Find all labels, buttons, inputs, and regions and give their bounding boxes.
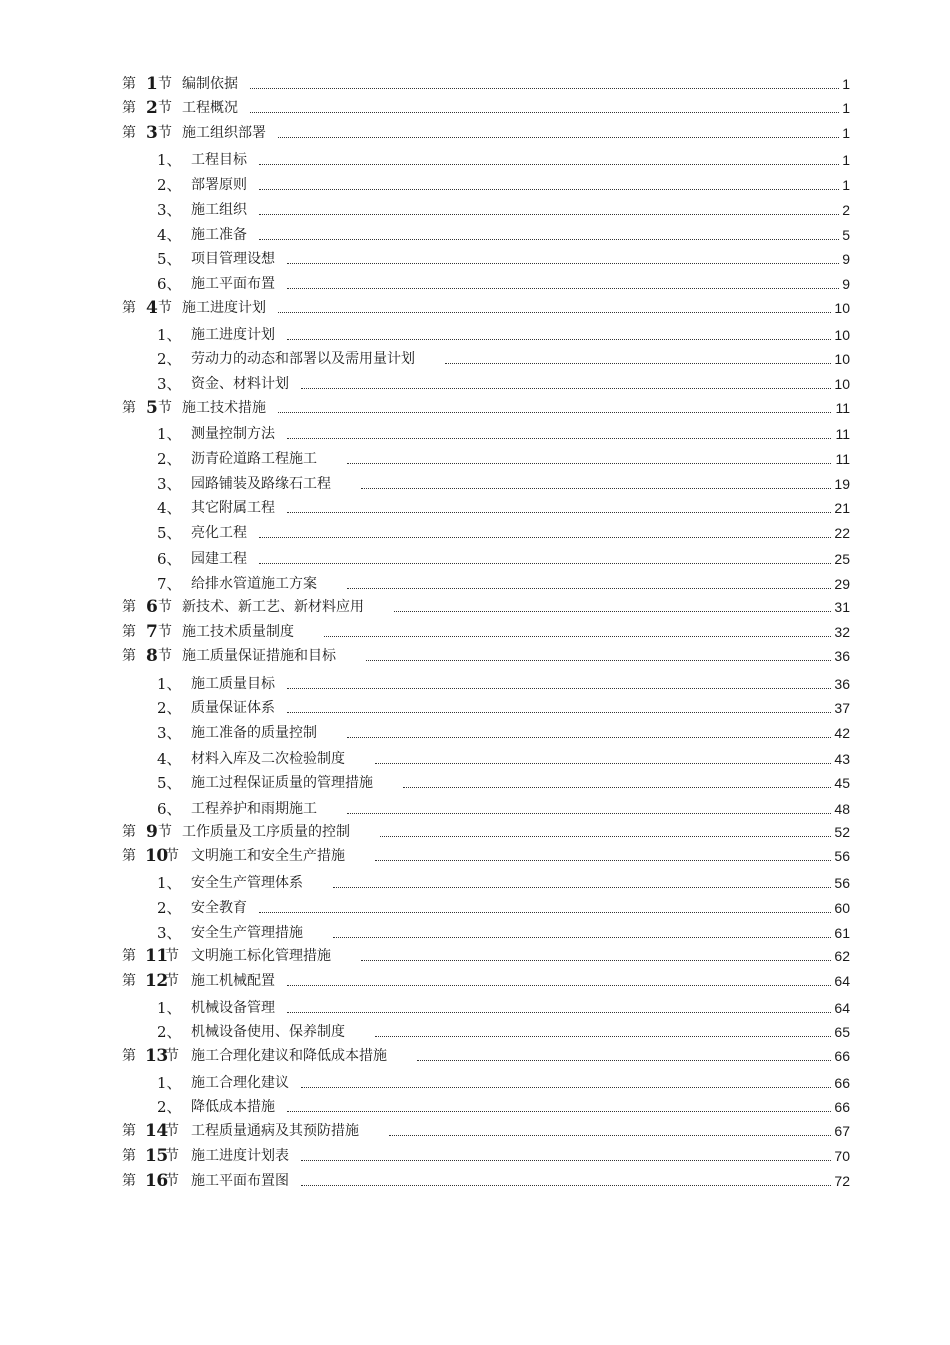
toc-item-row[interactable] (0, 224, 950, 246)
toc-item-row[interactable] (0, 423, 950, 445)
section-number: 16 (145, 1171, 168, 1191)
toc-entry-title: 施工组织 (191, 202, 247, 218)
page-number: 43 (834, 751, 850, 767)
page-number: 9 (842, 251, 850, 267)
leader-dots (403, 772, 831, 788)
toc-item-row[interactable] (0, 673, 950, 695)
toc-entry-title: 工程目标 (191, 152, 247, 168)
toc-section-row[interactable] (0, 845, 950, 867)
toc-item-row[interactable] (0, 248, 950, 270)
section-number: 2 (146, 98, 158, 118)
leader-dots (361, 473, 831, 489)
page-number: 19 (834, 476, 850, 492)
toc-item-row[interactable] (0, 1021, 950, 1043)
page-number: 10 (834, 376, 850, 392)
page-number: 66 (834, 1048, 850, 1064)
section-suffix: 节 (158, 624, 172, 640)
toc-entry-title: 园建工程 (191, 551, 247, 567)
item-number: 2、 (157, 899, 182, 917)
page-number: 31 (834, 599, 850, 615)
page-number: 10 (834, 300, 850, 316)
toc-item-row[interactable] (0, 573, 950, 595)
page-number: 62 (834, 948, 850, 964)
toc-item-row[interactable] (0, 722, 950, 744)
section-number: 1 (146, 74, 158, 94)
toc-item-row[interactable] (0, 149, 950, 171)
toc-entry-title: 安全生产管理措施 (191, 925, 303, 941)
page-number: 22 (834, 525, 850, 541)
leader-dots (278, 122, 839, 138)
toc-entry-title: 施工进度计划 (191, 327, 275, 343)
toc-item-row[interactable] (0, 348, 950, 370)
toc-item-row[interactable] (0, 473, 950, 495)
leader-dots (287, 497, 831, 513)
toc-item-row[interactable] (0, 1096, 950, 1118)
leader-dots (301, 1072, 831, 1088)
toc-item-row[interactable] (0, 1072, 950, 1094)
item-number: 1、 (157, 874, 182, 892)
item-number: 3、 (157, 375, 182, 393)
item-number: 1、 (157, 1074, 182, 1092)
toc-section-row[interactable] (0, 1170, 950, 1192)
section-number: 6 (146, 597, 158, 617)
toc-item-row[interactable] (0, 922, 950, 944)
leader-dots (287, 970, 831, 986)
page-number: 10 (834, 327, 850, 343)
section-number: 15 (145, 1146, 168, 1166)
toc-entry-title: 施工过程保证质量的管理措施 (191, 775, 373, 791)
item-number: 1、 (157, 675, 182, 693)
leader-dots (347, 798, 831, 814)
toc-section-row[interactable] (0, 73, 950, 95)
toc-entry-title: 其它附属工程 (191, 500, 275, 516)
toc-item-row[interactable] (0, 748, 950, 770)
section-prefix: 第 (122, 1148, 136, 1164)
section-suffix: 节 (165, 1048, 179, 1064)
toc-entry-title: 项目管理设想 (191, 251, 275, 267)
section-number: 14 (145, 1121, 168, 1141)
section-suffix: 节 (165, 973, 179, 989)
toc-section-row[interactable] (0, 1045, 950, 1067)
item-number: 6、 (157, 800, 182, 818)
toc-section-row[interactable] (0, 645, 950, 667)
leader-dots (259, 548, 831, 564)
toc-item-row[interactable] (0, 174, 950, 196)
item-number: 2、 (157, 699, 182, 717)
page-number: 32 (834, 624, 850, 640)
toc-entry-title: 施工机械配置 (191, 973, 275, 989)
page-number: 67 (834, 1123, 850, 1139)
leader-dots (375, 1021, 831, 1037)
section-prefix: 第 (122, 76, 136, 92)
toc-section-row[interactable] (0, 970, 950, 992)
page-number: 72 (834, 1173, 850, 1189)
toc-entry-title: 机械设备使用、保养制度 (191, 1024, 345, 1040)
page-number: 11 (835, 451, 850, 467)
section-number: 11 (145, 946, 168, 966)
toc-item-row[interactable] (0, 373, 950, 395)
section-suffix: 节 (158, 599, 172, 615)
item-number: 5、 (157, 524, 182, 542)
item-number: 2、 (157, 450, 182, 468)
toc-item-row[interactable] (0, 798, 950, 820)
toc-section-row[interactable] (0, 621, 950, 643)
page-number: 1 (842, 100, 850, 116)
toc-item-row[interactable] (0, 772, 950, 794)
toc-entry-title: 安全教育 (191, 900, 247, 916)
toc-entry-title: 资金、材料计划 (191, 376, 289, 392)
toc-entry-title: 文明施工标化管理措施 (191, 948, 331, 964)
section-prefix: 第 (122, 948, 136, 964)
page-number: 36 (834, 676, 850, 692)
section-suffix: 节 (165, 948, 179, 964)
toc-item-row[interactable] (0, 199, 950, 221)
toc-item-row[interactable] (0, 497, 950, 519)
page-number: 2 (842, 202, 850, 218)
leader-dots (394, 596, 831, 612)
toc-entry-title: 工程概况 (182, 100, 238, 116)
toc-section-row[interactable] (0, 297, 950, 319)
section-suffix: 节 (158, 400, 172, 416)
section-number: 7 (146, 622, 158, 642)
section-prefix: 第 (122, 1123, 136, 1139)
toc-entry-title: 机械设备管理 (191, 1000, 275, 1016)
toc-entry-title: 施工准备的质量控制 (191, 725, 317, 741)
page-number: 52 (834, 824, 850, 840)
section-suffix: 节 (158, 648, 172, 664)
page-number: 11 (835, 426, 850, 442)
toc-entry-title: 沥青砼道路工程施工 (191, 451, 317, 467)
page-number: 64 (834, 973, 850, 989)
leader-dots (333, 872, 831, 888)
item-number: 6、 (157, 550, 182, 568)
leader-dots (259, 174, 839, 190)
leader-dots (287, 1096, 831, 1112)
item-number: 5、 (157, 250, 182, 268)
leader-dots (278, 297, 831, 313)
toc-section-row[interactable] (0, 122, 950, 144)
leader-dots (259, 224, 839, 240)
toc-entry-title: 新技术、新工艺、新材料应用 (182, 599, 364, 615)
leader-dots (301, 373, 831, 389)
toc-item-row[interactable] (0, 897, 950, 919)
section-number: 3 (146, 123, 158, 143)
toc-section-row[interactable] (0, 1145, 950, 1167)
item-number: 1、 (157, 425, 182, 443)
leader-dots (347, 722, 831, 738)
page-number: 60 (834, 900, 850, 916)
toc-section-row[interactable] (0, 945, 950, 967)
toc-item-row[interactable] (0, 324, 950, 346)
section-prefix: 第 (122, 624, 136, 640)
item-number: 4、 (157, 499, 182, 517)
page-number: 65 (834, 1024, 850, 1040)
toc-entry-title: 工程质量通病及其预防措施 (191, 1123, 359, 1139)
item-number: 2、 (157, 350, 182, 368)
item-number: 3、 (157, 475, 182, 493)
leader-dots (301, 1145, 831, 1161)
page-number: 5 (842, 227, 850, 243)
page-number: 9 (842, 276, 850, 292)
section-number: 12 (145, 971, 168, 991)
leader-dots (259, 199, 839, 215)
toc-entry-title: 工程养护和雨期施工 (191, 801, 317, 817)
leader-dots (375, 748, 831, 764)
toc-entry-title: 施工技术措施 (182, 400, 266, 416)
page-number: 61 (834, 925, 850, 941)
page-number: 1 (842, 76, 850, 92)
item-number: 2、 (157, 1023, 182, 1041)
leader-dots (375, 845, 831, 861)
toc-entry-title: 文明施工和安全生产措施 (191, 848, 345, 864)
leader-dots (287, 324, 831, 340)
page-number: 42 (834, 725, 850, 741)
toc-entry-title: 施工进度计划表 (191, 1148, 289, 1164)
leader-dots (361, 945, 831, 961)
item-number: 3、 (157, 201, 182, 219)
leader-dots (380, 821, 831, 837)
item-number: 4、 (157, 750, 182, 768)
toc-entry-title: 给排水管道施工方案 (191, 576, 317, 592)
page-number: 1 (842, 125, 850, 141)
toc-section-row[interactable] (0, 97, 950, 119)
section-prefix: 第 (122, 648, 136, 664)
page-number: 45 (834, 775, 850, 791)
leader-dots (287, 248, 839, 264)
page-number: 70 (834, 1148, 850, 1164)
toc-entry-title: 施工合理化建议和降低成本措施 (191, 1048, 387, 1064)
section-suffix: 节 (165, 1173, 179, 1189)
toc-entry-title: 施工组织部署 (182, 125, 266, 141)
section-suffix: 节 (158, 300, 172, 316)
toc-section-row[interactable] (0, 1120, 950, 1142)
section-prefix: 第 (122, 125, 136, 141)
leader-dots (389, 1120, 831, 1136)
toc-section-row[interactable] (0, 821, 950, 843)
leader-dots (366, 645, 831, 661)
page-number: 11 (835, 400, 850, 416)
page-number: 56 (834, 848, 850, 864)
toc-item-row[interactable] (0, 697, 950, 719)
toc-item-row[interactable] (0, 522, 950, 544)
section-number: 9 (146, 822, 158, 842)
section-prefix: 第 (122, 824, 136, 840)
item-number: 1、 (157, 151, 182, 169)
item-number: 2、 (157, 1098, 182, 1116)
toc-entry-title: 施工平面布置图 (191, 1173, 289, 1189)
toc-entry-title: 亮化工程 (191, 525, 247, 541)
toc-entry-title: 施工质量保证措施和目标 (182, 648, 336, 664)
page-number: 10 (834, 351, 850, 367)
leader-dots (250, 97, 839, 113)
leader-dots (347, 573, 831, 589)
toc-entry-title: 施工平面布置 (191, 276, 275, 292)
page-number: 37 (834, 700, 850, 716)
item-number: 4、 (157, 226, 182, 244)
section-suffix: 节 (158, 125, 172, 141)
leader-dots (287, 273, 839, 289)
toc-entry-title: 编制依据 (182, 76, 238, 92)
section-suffix: 节 (165, 1123, 179, 1139)
section-number: 4 (146, 298, 158, 318)
section-prefix: 第 (122, 848, 136, 864)
section-prefix: 第 (122, 1173, 136, 1189)
page-number: 56 (834, 875, 850, 891)
section-suffix: 节 (158, 76, 172, 92)
leader-dots (445, 348, 831, 364)
section-prefix: 第 (122, 1048, 136, 1064)
item-number: 3、 (157, 724, 182, 742)
section-number: 5 (146, 398, 158, 418)
toc-entry-title: 施工合理化建议 (191, 1075, 289, 1091)
leader-dots (287, 423, 831, 439)
page-number: 66 (834, 1099, 850, 1115)
leader-dots (417, 1045, 831, 1061)
toc-entry-title: 工作质量及工序质量的控制 (182, 824, 350, 840)
toc-entry-title: 材料入库及二次检验制度 (191, 751, 345, 767)
leader-dots (278, 397, 831, 413)
page-number: 21 (834, 500, 850, 516)
page-number: 66 (834, 1075, 850, 1091)
page-number: 64 (834, 1000, 850, 1016)
item-number: 6、 (157, 275, 182, 293)
section-suffix: 节 (165, 848, 179, 864)
item-number: 1、 (157, 999, 182, 1017)
section-suffix: 节 (165, 1148, 179, 1164)
toc-entry-title: 安全生产管理体系 (191, 875, 303, 891)
toc-entry-title: 测量控制方法 (191, 426, 275, 442)
toc-entry-title: 部署原则 (191, 177, 247, 193)
leader-dots (324, 621, 831, 637)
section-number: 13 (145, 1046, 168, 1066)
page-number: 1 (842, 177, 850, 193)
toc-entry-title: 施工质量目标 (191, 676, 275, 692)
toc-entry-title: 施工准备 (191, 227, 247, 243)
item-number: 3、 (157, 924, 182, 942)
section-prefix: 第 (122, 599, 136, 615)
toc-entry-title: 降低成本措施 (191, 1099, 275, 1115)
section-prefix: 第 (122, 973, 136, 989)
toc-entry-title: 质量保证体系 (191, 700, 275, 716)
page-number: 25 (834, 551, 850, 567)
item-number: 5、 (157, 774, 182, 792)
toc-item-row[interactable] (0, 273, 950, 295)
toc-section-row[interactable] (0, 397, 950, 419)
section-prefix: 第 (122, 100, 136, 116)
toc-item-row[interactable] (0, 997, 950, 1019)
toc-entry-title: 劳动力的动态和部署以及需用量计划 (191, 351, 415, 367)
toc-item-row[interactable] (0, 448, 950, 470)
leader-dots (287, 673, 831, 689)
section-prefix: 第 (122, 400, 136, 416)
toc-entry-title: 施工技术质量制度 (182, 624, 294, 640)
item-number: 1、 (157, 326, 182, 344)
toc-entry-title: 园路铺装及路缘石工程 (191, 476, 331, 492)
leader-dots (287, 697, 831, 713)
page-number: 1 (842, 152, 850, 168)
page-number: 36 (834, 648, 850, 664)
leader-dots (287, 997, 831, 1013)
page-number: 29 (834, 576, 850, 592)
section-suffix: 节 (158, 824, 172, 840)
section-suffix: 节 (158, 100, 172, 116)
toc-item-row[interactable] (0, 548, 950, 570)
leader-dots (259, 522, 831, 538)
leader-dots (250, 73, 839, 89)
toc-section-row[interactable] (0, 596, 950, 618)
leader-dots (333, 922, 831, 938)
leader-dots (347, 448, 831, 464)
toc-entry-title: 施工进度计划 (182, 300, 266, 316)
leader-dots (259, 149, 839, 165)
section-prefix: 第 (122, 300, 136, 316)
page-number: 48 (834, 801, 850, 817)
item-number: 7、 (157, 575, 182, 593)
leader-dots (301, 1170, 831, 1186)
leader-dots (259, 897, 831, 913)
item-number: 2、 (157, 176, 182, 194)
section-number: 10 (145, 846, 168, 866)
toc-item-row[interactable] (0, 872, 950, 894)
section-number: 8 (146, 646, 158, 666)
